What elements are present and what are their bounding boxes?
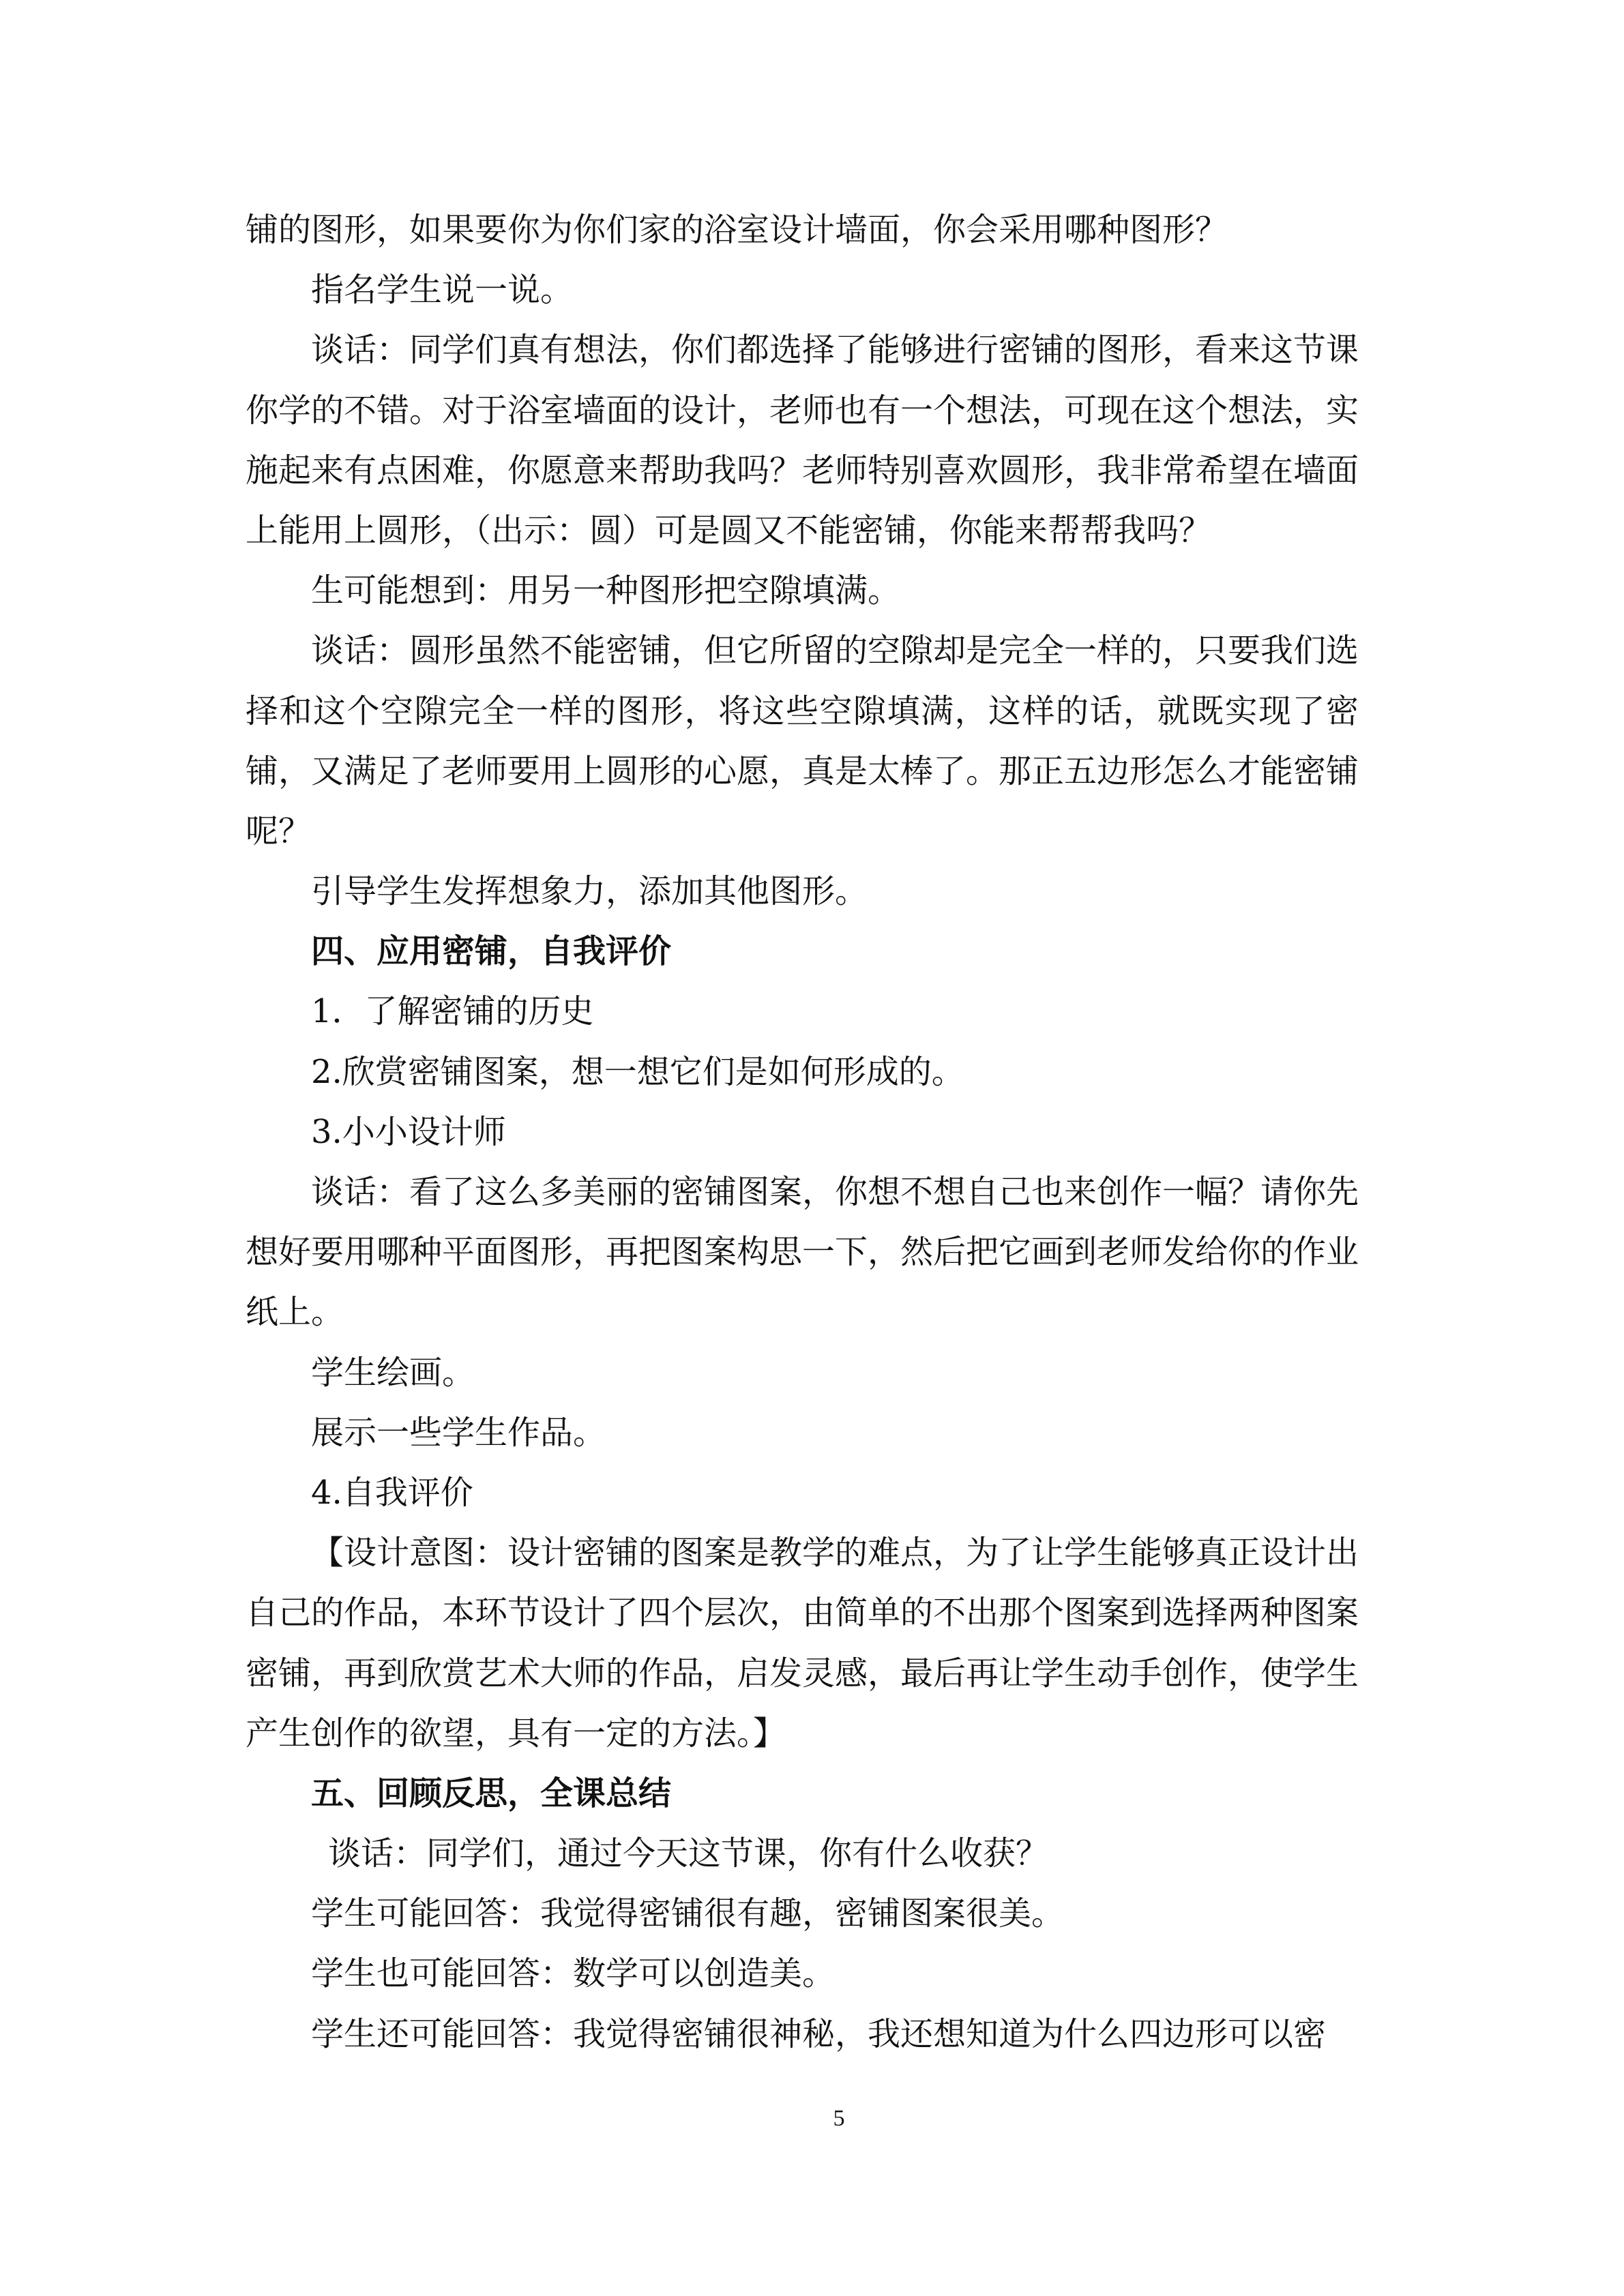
paragraph: [246, 1943, 1359, 2003]
section-heading: [246, 921, 1359, 981]
list-item: [246, 981, 1359, 1041]
section-heading-text: 四、应用密铺，自我评价: [311, 932, 672, 971]
paragraph-line: 展示一些学生作品。: [311, 1413, 606, 1452]
paragraph: [246, 1823, 1359, 1883]
paragraph: [246, 2004, 1359, 2064]
list-item: [246, 1042, 1359, 1102]
section-heading: [246, 1763, 1359, 1823]
paragraph-line: 密铺，再到欣赏艺术大师的作品，启发灵感，最后再让学生动手创作，使学生: [246, 1654, 1359, 1693]
paragraph-line: 4.自我评价: [311, 1473, 473, 1512]
paragraph-line: 学生还可能回答：我觉得密铺很神秘，我还想知道为什么四边形可以密: [311, 2014, 1327, 2053]
paragraph-line: 谈话：圆形虽然不能密铺，但它所留的空隙却是完全一样的，只要我们选: [311, 631, 1359, 670]
paragraph: [246, 320, 1359, 561]
paragraph-line: 指名学生说一说。: [311, 271, 574, 310]
paragraph-line: 择和这个空隙完全一样的图形，将这些空隙填满，这样的话，就既实现了密: [246, 691, 1359, 730]
paragraph-line: 产生创作的欲望，具有一定的方法。】: [246, 1714, 786, 1753]
document-body: [246, 200, 1359, 2064]
page-number: 5: [833, 2106, 845, 2131]
paragraph-line: 你学的不错。对于浴室墙面的设计，老师也有一个想法，可现在这个想法，实: [246, 391, 1359, 430]
paragraph-line: 1．了解密铺的历史: [311, 992, 594, 1031]
paragraph: [246, 561, 1359, 621]
paragraph-line: 纸上。: [246, 1293, 344, 1332]
paragraph-line: 学生可能回答：我觉得密铺很有趣，密铺图案很美。: [311, 1894, 1065, 1933]
paragraph-line: 谈话：看了这么多美丽的密铺图案，你想不想自己也来创作一幅？请你先: [311, 1173, 1359, 1211]
paragraph-line: 引导学生发挥想象力，添加其他图形。: [311, 872, 868, 911]
list-item: [246, 1463, 1359, 1523]
paragraph: [246, 1343, 1359, 1403]
paragraph: [246, 621, 1359, 861]
paragraph-line: 铺的图形，如果要你为你们家的浴室设计墙面，你会采用哪种图形？: [246, 211, 1228, 249]
paragraph: [246, 260, 1359, 320]
paragraph-line: 学生也可能回答：数学可以创造美。: [311, 1954, 836, 1993]
paragraph-line: 呢？: [246, 811, 312, 850]
paragraph-line: 上能用上圆形，（出示：圆）可是圆又不能密铺，你能来帮帮我吗？: [246, 511, 1212, 550]
paragraph-continuation: [246, 200, 1359, 260]
paragraph-line: 谈话：同学们真有想法，你们都选择了能够进行密铺的图形，看来这节课: [311, 331, 1359, 370]
paragraph-line: 自己的作品，本环节设计了四个层次，由简单的不出那个图案到选择两种图案: [246, 1594, 1359, 1632]
paragraph-line: 2.欣赏密铺图案，想一想它们是如何形成的。: [311, 1052, 964, 1091]
paragraph-line: 铺，又满足了老师要用上圆形的心愿，真是太棒了。那正五边形怎么才能密铺: [246, 751, 1359, 790]
paragraph: [246, 1162, 1359, 1343]
paragraph-line: 学生绘画。: [311, 1353, 475, 1392]
paragraph-line: 3.小小设计师: [311, 1112, 506, 1151]
paragraph-line: 【设计意图：设计密铺的图案是教学的难点，为了让学生能够真正设计出: [311, 1534, 1359, 1572]
section-heading-text: 五、回顾反思，全课总结: [311, 1774, 672, 1813]
paragraph-line: 想好要用哪种平面图形，再把图案构思一下，然后把它画到老师发给你的作业: [246, 1233, 1359, 1272]
paragraph-line: 生可能想到：用另一种图形把空隙填满。: [311, 571, 901, 610]
paragraph: [246, 1403, 1359, 1463]
design-intent-note: [246, 1523, 1359, 1763]
list-item: [246, 1102, 1359, 1162]
paragraph-line: 谈话：同学们，通过今天这节课，你有什么收获？: [328, 1834, 1049, 1873]
paragraph-line: 施起来有点困难，你愿意来帮助我吗？老师特别喜欢圆形，我非常希望在墙面: [246, 451, 1359, 490]
paragraph: [246, 1883, 1359, 1943]
paragraph: [246, 861, 1359, 921]
